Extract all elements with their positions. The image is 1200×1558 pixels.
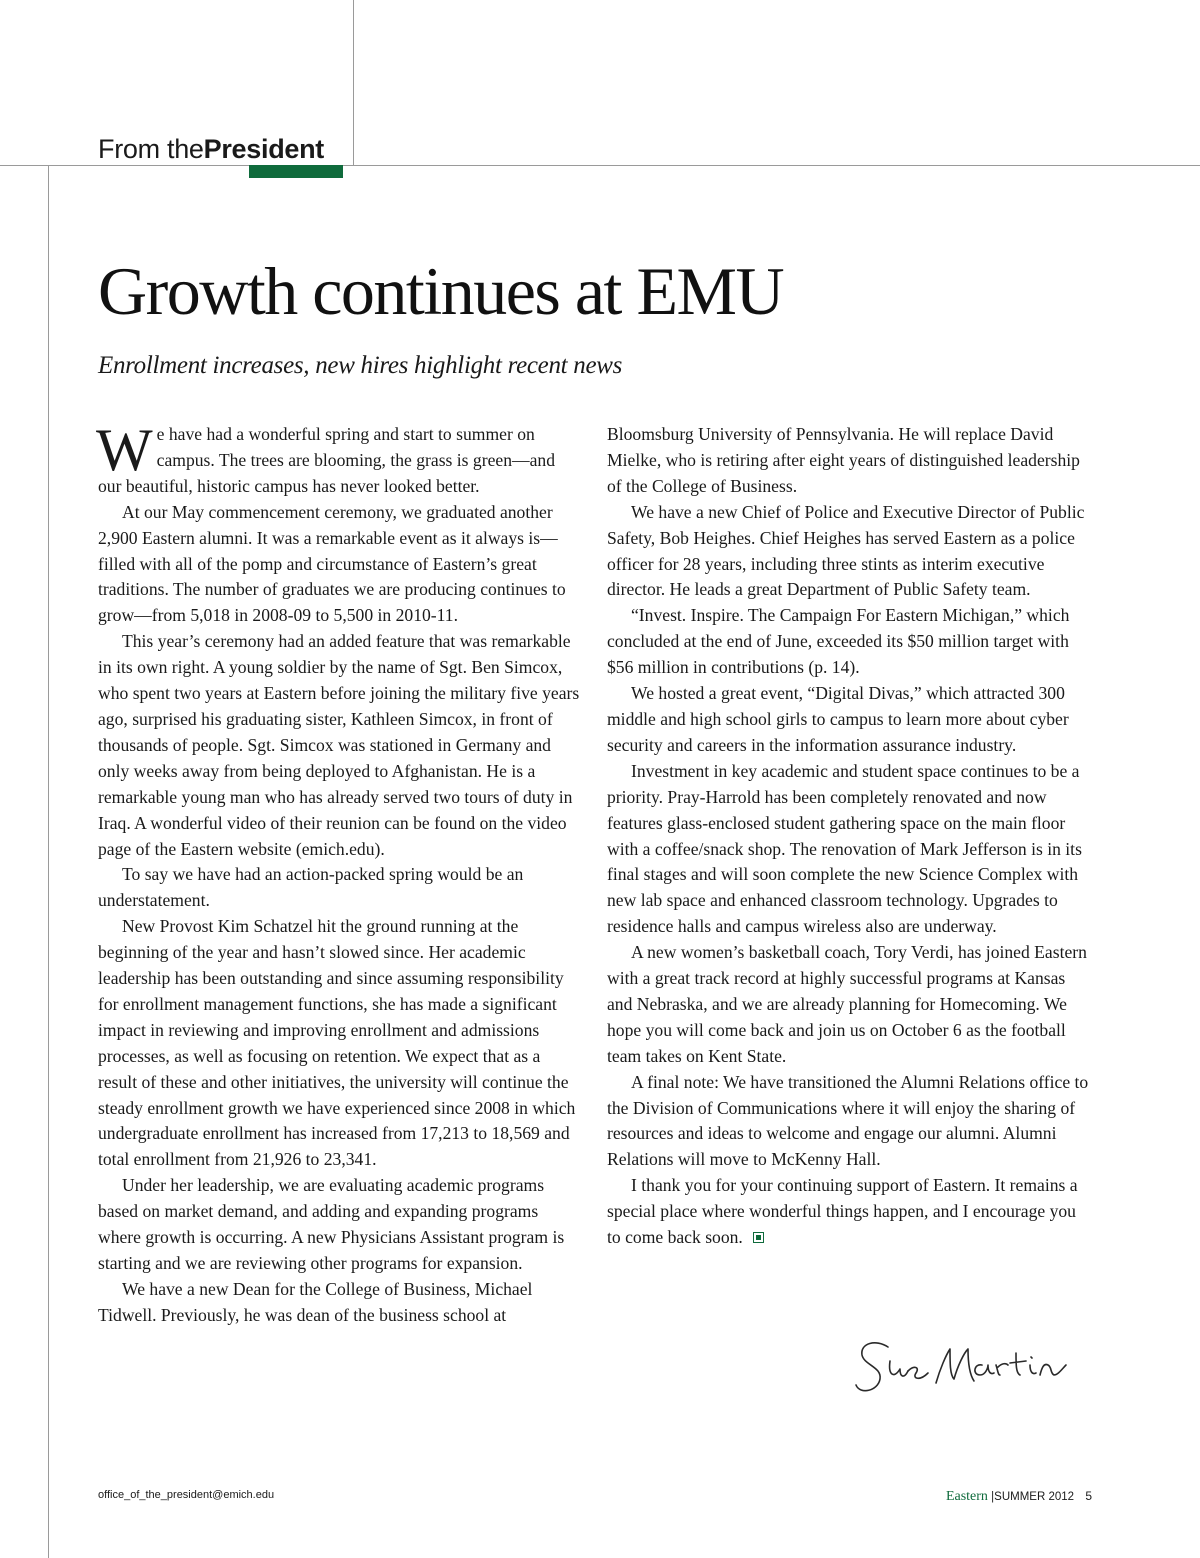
paragraph: Under her leadership, we are evaluating academic programs based on market demand, and adding and expanding programs where growth is occurring. A new Physicians Assistant program is starting and we are reviewing other programs for expansion. [98, 1175, 565, 1273]
footer-email: office_of_the_president@emich.edu [98, 1489, 275, 1501]
paragraph: We have had a wonderful spring and start to summer on campus. The trees are blooming, the grass is green—and our beautiful, historic campus has never looked better. [96, 417, 555, 496]
article-title: Growth continues at EMU [98, 253, 784, 329]
footer-magazine-name: Eastern [945, 1489, 988, 1504]
paragraph: This year’s ceremony had an added feature that was remarkable in its own right. A young soldier by the name of Sgt. Ben Simcox, who spent two years at Eastern before joining the military five years ago, surprised his graduating sister, Kathleen Simcox, in front of thousands of people. Sgt. Simcox was stationed in Germany and only weeks away from being deployed to Afghanistan. He is a remarkable young man who has already served two tours of duty in Iraq. A wonderful video of their reunion can be found on the video page of the Eastern website (emich.edu). [98, 631, 580, 859]
frame-rule-vertical-left [48, 166, 49, 1558]
footer-issue: SUMMER 2012 [994, 1491, 1075, 1503]
paragraph: A new women’s basketball coach, Tory Verdi, has joined Eastern with a great track record at highly successful programs at Kansas and Nebraska, and we are already planning for Homecoming. We hope you will come back and join us on October 6 as the football team takes on Kent State. [607, 942, 1087, 1066]
footer-separator: | [991, 1491, 995, 1503]
frame-rule-vertical-top [353, 0, 354, 165]
section-accent-bar [249, 165, 343, 178]
article-deck: Enrollment increases, new hires highlight recent news [98, 352, 623, 379]
article-column-right [607, 422, 1093, 1251]
paragraph: Investment in key academic and student space continues to be a priority. Pray-Harrold has been completely renovated and now features glass-enclosed student gathering space on the main floor with a coffee/snack shop. The renovation of Mark Jefferson is in its final stages and will soon complete the new Science Complex with new lab space and enhanced classroom technology. Upgrades to residence halls and campus wireless also are underway. [607, 760, 1082, 937]
paragraph: A final note: We have transitioned the Alumni Relations office to the Division of Communications where it will enjoy the sharing of resources and ideas to welcome and engage our alumni. Alumni Relations will move to McKenny Hall. [607, 1071, 1089, 1170]
signature [850, 1335, 1075, 1405]
footer-page-number: 5 [1085, 1489, 1092, 1503]
paragraph: New Provost Kim Schatzel hit the ground running at the beginning of the year and hasn’t slowed since. Her academic leadership has been outstanding and since assuming responsibility for enrollment management functions, she has made a significant impact in reviewing and improving enrollment and admissions processes, as well as focusing on retention. We expect that as a result of these and other initiatives, the university will continue the steady enrollment growth we have experienced since 2008 in which undergraduate enrollment has increased from 17,213 to 18,569 and total enrollment from 21,926 to 23,341. [98, 916, 576, 1170]
section-label-bold: President [203, 134, 324, 164]
paragraph-last: I thank you for your continuing support of Eastern. It remains a special place where wonderful things happen, and I encourage you to come back soon. [607, 1175, 1078, 1248]
end-of-story-square-icon [753, 1232, 764, 1243]
section-label [98, 134, 324, 165]
paragraph: We have a new Chief of Police and Executive Director of Public Safety, Bob Heighes. Chief Heighes has served Eastern as a police officer for 28 years, including three stints as interim executive director. He leads a great Department of Public Safety team. [607, 501, 1085, 600]
paragraph: We hosted a great event, “Digital Divas,” which attracted 300 middle and high school girls to campus to learn more about cyber security and careers in the information assurance industry. [607, 683, 1069, 755]
paragraph: “Invest. Inspire. The Campaign For Eastern Michigan,” which concluded at the end of June, exceeded its $50 million target with $56 million in contributions (p. 14). [607, 605, 1070, 678]
drop-cap: W [96, 417, 153, 483]
paragraph: We have a new Dean for the College of Business, Michael Tidwell. Previously, he was dean of the business school at [98, 1278, 533, 1325]
paragraph: Bloomsburg University of Pennsylvania. He will replace David Mielke, who is retiring after eight years of distinguished leadership of the College of Business. [607, 424, 1080, 496]
section-label-prefix: From the [98, 134, 204, 164]
article-column-left [96, 417, 582, 1329]
footer-folio [946, 1488, 1092, 1505]
frame-rule-horizontal [0, 165, 1200, 166]
paragraph: To say we have had an action-packed spring would be an understatement. [98, 864, 524, 911]
paragraph: At our May commencement ceremony, we graduated another 2,900 Eastern alumni. It was a remarkable event as it always is—filled with all of the pomp and circumstance of Eastern’s great traditions. The number of graduates we are producing continues to grow—from 5,018 in 2008-09 to 5,500 in 2010-11. [98, 501, 566, 626]
